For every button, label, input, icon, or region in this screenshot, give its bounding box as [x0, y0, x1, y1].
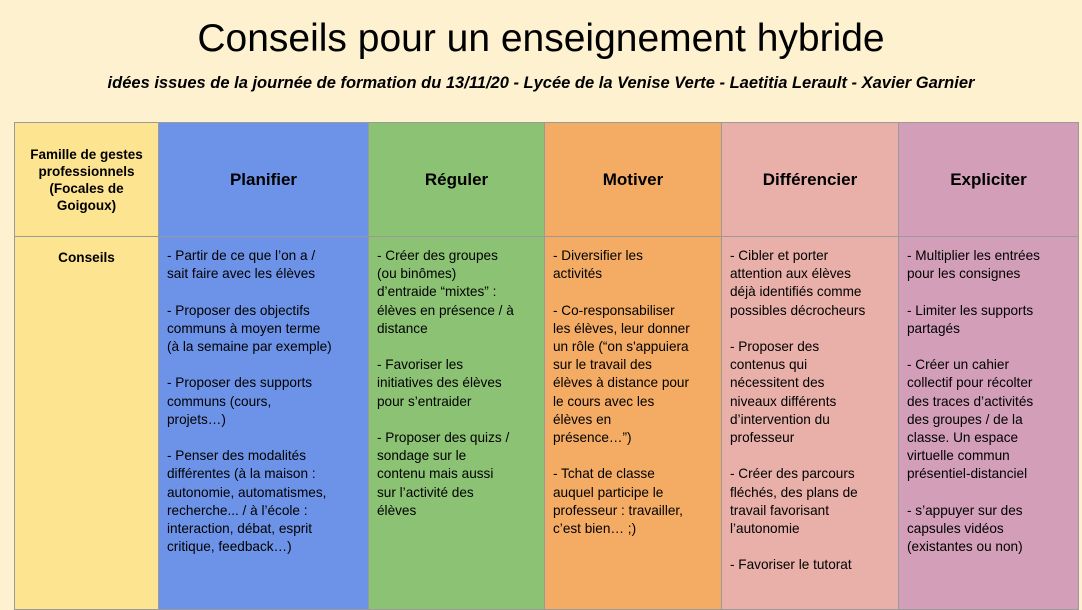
- advice-item: - Proposer des contenus qui nécessitent des niveaux différents d’intervention du professeur: [730, 339, 837, 446]
- advice-item: - Co-responsabiliser les élèves, leur donner un rôle (“on s'appuiera sur le travail des élèves à distance pour le cours avec les élèves en présence…”): [553, 302, 690, 446]
- advice-item: - Créer des groupes (ou binômes) d’entraide “mixtes” : élèves en présence / à distance: [377, 248, 514, 336]
- column-header-reguler: [369, 123, 545, 237]
- column-header-label: Planifier: [229, 169, 298, 189]
- header-row: [15, 123, 1079, 237]
- advice-item: - Proposer des quizs / sondage sur le contenu mais aussi sur l’activité des élèves: [377, 430, 510, 518]
- advice-item: - Proposer des supports communs (cours, projets…): [167, 375, 313, 427]
- column-header-planifier: [159, 123, 369, 237]
- column-header-label: Motiver: [602, 169, 664, 189]
- corner-header: Famille de gestes professionnels (Focales de Goigoux): [15, 123, 159, 237]
- advice-item: - Limiter les supports partagés: [907, 302, 1034, 336]
- advice-item: - s’appuyer sur des capsules vidéos (existantes ou non): [907, 502, 1023, 555]
- row-label-conseils: Conseils: [15, 237, 159, 610]
- column-header-expliciter: [899, 123, 1079, 237]
- conseils-row: [15, 237, 1079, 610]
- advice-item: - Partir de ce que l’on a / sait faire avec les élèves: [167, 248, 316, 282]
- cell-differencier: [722, 237, 899, 610]
- advice-item: - Créer un cahier collectif pour récolter des traces d’activités des groupes / de la classe. Un espace virtuelle commun présentiel-distanciel: [907, 357, 1034, 482]
- advice-table: [14, 122, 1079, 610]
- advice-item: - Cibler et porter attention aux élèves déjà identifiés comme possibles décrocheurs: [730, 248, 866, 318]
- cell-expliciter: [899, 237, 1079, 610]
- advice-item: - Diversifier les activités: [553, 248, 643, 282]
- advice-item: - Créer des parcours fléchés, des plans de travail favorisant l’autonomie: [730, 466, 858, 537]
- column-header-differencier: [722, 123, 899, 237]
- cell-planifier: [159, 237, 369, 610]
- page-subtitle: idées issues de la journée de formation du 13/11/20 - Lycée de la Venise Verte - Laetitia Lerault - Xavier Garnier: [107, 74, 975, 92]
- advice-item: - Penser des modalités différentes (à la maison : autonomie, automatismes, recherche... / à l’école : interaction, débat, esprit critique, feedback…): [167, 448, 327, 555]
- page-title: Conseils pour un enseignement hybride: [197, 17, 885, 60]
- advice-item: - Favoriser le tutorat: [730, 557, 852, 573]
- advice-item: - Favoriser les initiatives des élèves pour s’entraider: [377, 357, 502, 409]
- column-header-label: Expliciter: [950, 169, 1027, 189]
- advice-item: - Tchat de classe auquel participe le professeur : travailler, c’est bien… ;): [553, 466, 683, 537]
- advice-item: - Proposer des objectifs communs à moyen terme (à la semaine par exemple): [167, 302, 332, 354]
- cell-reguler: [369, 237, 545, 610]
- column-header-label: Réguler: [424, 169, 489, 189]
- cell-motiver: [545, 237, 722, 610]
- column-header-motiver: [545, 123, 722, 237]
- advice-item: - Multiplier les entrées pour les consignes: [907, 248, 1040, 282]
- column-header-label: Différencier: [762, 169, 858, 189]
